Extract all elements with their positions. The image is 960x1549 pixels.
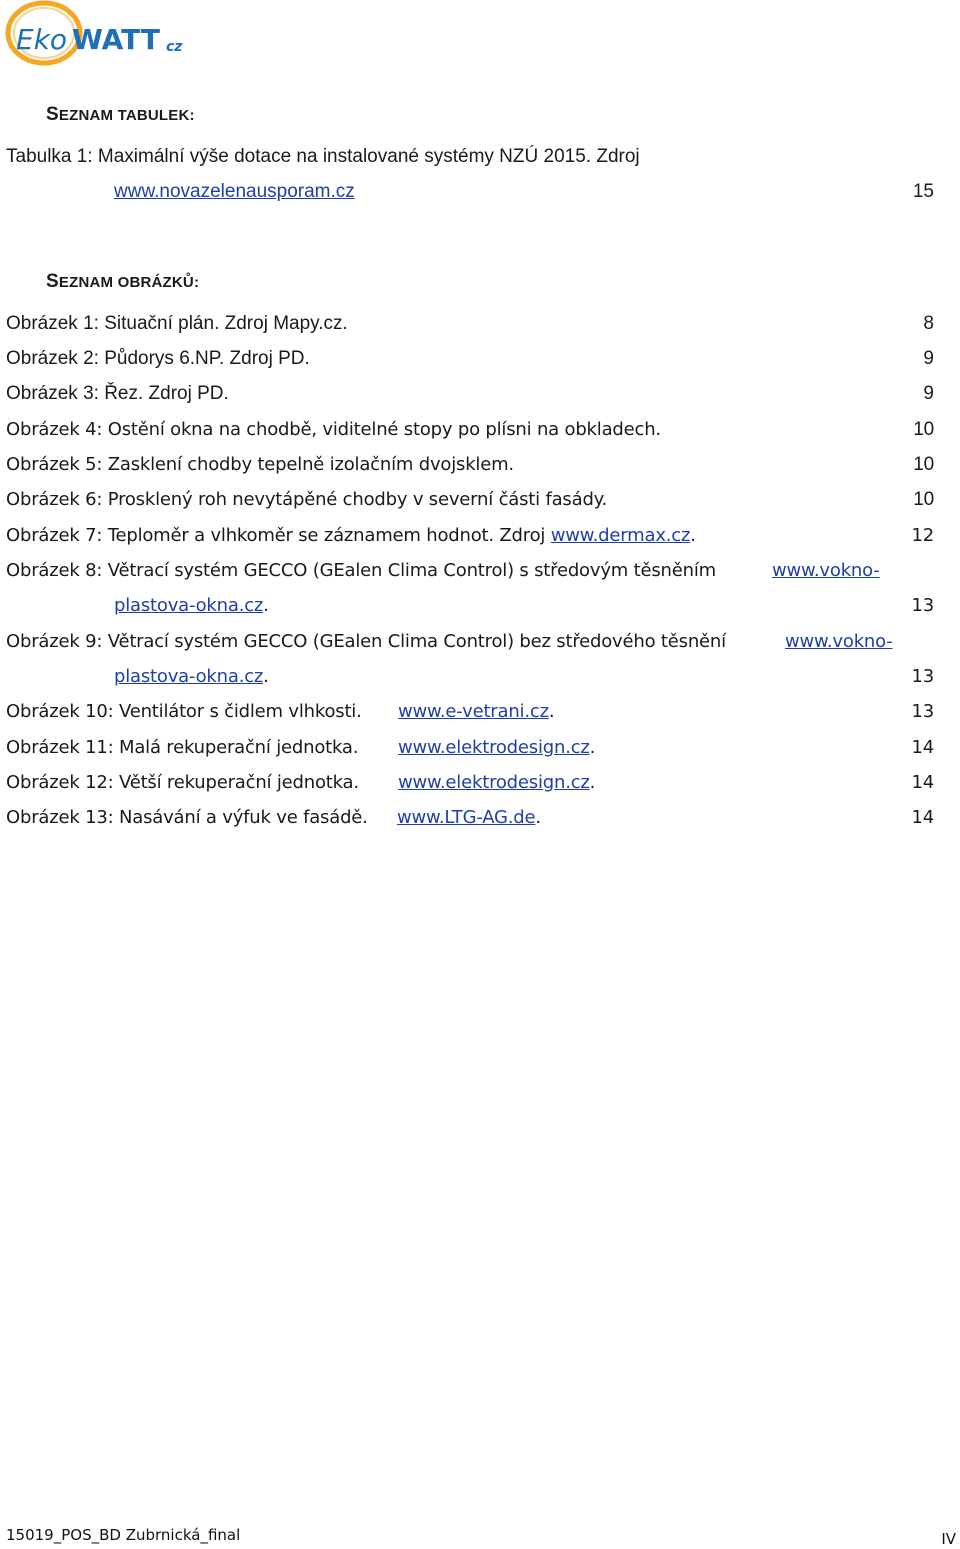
- figure-entry-page: 14: [911, 772, 934, 793]
- figure-entry-link-wrap: [397, 805, 541, 831]
- figure-entry-text: Obrázek 6: Prosklený roh nevytápěné chodby v severní části fasády.: [6, 489, 608, 510]
- logo-cz-text: cz: [166, 39, 183, 55]
- table-entry-page-row: [6, 179, 934, 205]
- figure-entry-link[interactable]: www.vokno-: [785, 631, 893, 652]
- figure-entry-page: 10: [913, 454, 934, 475]
- figure-entry-text: Obrázek 5: Zasklení chodby tepelně izolačním dvojsklem.: [6, 454, 514, 475]
- figure-entry-5: [6, 452, 934, 478]
- figure-entry-page: 8: [923, 313, 934, 334]
- table-entry-link[interactable]: www.novazelenausporam.cz: [114, 181, 355, 202]
- figure-entry-link-wrap: [398, 735, 595, 761]
- figure-entry-text: Obrázek 8: Větrací systém GECCO (GEalen Clima Control) s středovým těsněním: [6, 560, 716, 581]
- figure-entry-text: Obrázek 2: Půdorys 6.NP. Zdroj PD.: [6, 348, 310, 369]
- figures-title-rest: EZNAM OBRÁZKŮ:: [58, 274, 200, 291]
- tables-title-first: S: [46, 104, 59, 125]
- figure-entry-9-page-row: [6, 664, 934, 690]
- logo-watt-text: WATT: [72, 23, 160, 56]
- tables-title-rest: EZNAM TABULEK:: [58, 107, 195, 124]
- figure-entry-11: [6, 735, 934, 761]
- figure-entry-after: .: [535, 807, 541, 828]
- figure-entry-after: .: [690, 525, 696, 546]
- figure-entry-after: .: [263, 666, 269, 687]
- figure-entry-link[interactable]: www.e-vetrani.cz: [398, 701, 549, 722]
- footer-page-number: IV: [941, 1530, 956, 1548]
- table-entry-text: Tabulka 1: Maximální výše dotace na instalované systémy NZÚ 2015. Zdroj: [6, 146, 640, 167]
- ekowatt-logo: [4, 0, 194, 66]
- figure-entry-link-wrap: [398, 699, 554, 725]
- figure-entry-10: [6, 699, 934, 725]
- figure-entry-page: 9: [923, 348, 934, 369]
- figure-entry-link-wrap: [398, 770, 595, 796]
- figure-entry-link-continued[interactable]: plastova-okna.cz: [114, 595, 264, 616]
- figure-entry-link[interactable]: www.LTG-AG.de: [397, 807, 536, 828]
- figure-entry-text: Obrázek 9: Větrací systém GECCO (GEalen Clima Control) bez středového těsnění: [6, 631, 726, 652]
- ekowatt-logo-icon: [4, 0, 194, 66]
- figure-entry-link[interactable]: www.elektrodesign.cz: [398, 737, 590, 758]
- figure-entry-7: [6, 523, 934, 549]
- figure-entry-8: [6, 558, 934, 584]
- figure-entry-link[interactable]: www.elektrodesign.cz: [398, 772, 590, 793]
- figure-entry-after: .: [589, 737, 596, 758]
- figure-entry-3: [6, 381, 934, 407]
- figure-entry-page: 13: [911, 595, 934, 616]
- figure-entry-after: .: [263, 595, 269, 616]
- figure-entry-link[interactable]: www.dermax.cz: [550, 525, 691, 546]
- figure-entry-6: [6, 487, 934, 513]
- logo-eko-text: Eko: [16, 23, 68, 56]
- figure-entry-text: Obrázek 4: Ostění okna na chodbě, viditelné stopy po plísni na obkladech.: [6, 419, 661, 440]
- footer-doc-name: 15019_POS_BD Zubrnická_final: [6, 1526, 241, 1544]
- figure-entry-9: [6, 629, 934, 655]
- figure-entry-13: [6, 805, 934, 831]
- figure-entry-text: Obrázek 12: Větší rekuperační jednotka.: [6, 772, 359, 793]
- figure-entry-4: [6, 417, 934, 443]
- figure-entry-page: 14: [911, 807, 934, 828]
- table-entry-1: [6, 144, 934, 170]
- figure-entry-page: 12: [911, 525, 934, 546]
- figure-entry-page: 10: [913, 419, 934, 440]
- figure-entry-after: .: [548, 701, 555, 722]
- tables-section-title: [46, 104, 195, 126]
- figure-entry-1: [6, 311, 934, 337]
- figure-entry-text: Obrázek 13: Nasávání a výfuk ve fasádě.: [6, 807, 368, 828]
- figure-entry-link-continued[interactable]: plastova-okna.cz: [114, 666, 264, 687]
- figure-entry-page: 9: [923, 383, 934, 404]
- figure-entry-page: 14: [911, 737, 934, 758]
- figure-entry-text: Obrázek 1: Situační plán. Zdroj Mapy.cz.: [6, 313, 348, 334]
- figure-entry-text: Obrázek 7: Teploměr a vlhkoměr se záznamem hodnot. Zdroj: [6, 525, 551, 546]
- figure-entry-page: 13: [911, 701, 934, 722]
- figure-entry-page: 13: [911, 666, 934, 687]
- figure-entry-link[interactable]: www.vokno-: [772, 560, 880, 581]
- figure-entry-12: [6, 770, 934, 796]
- figure-entry-page: 10: [913, 489, 934, 510]
- figure-entry-text: Obrázek 3: Řez. Zdroj PD.: [6, 383, 229, 404]
- figure-entry-8-page-row: [6, 593, 934, 619]
- figure-entry-2: [6, 346, 934, 372]
- figure-entry-text: Obrázek 11: Malá rekuperační jednotka.: [6, 737, 359, 758]
- figures-title-first: S: [46, 271, 59, 292]
- figure-entry-text: Obrázek 10: Ventilátor s čidlem vlhkosti.: [6, 701, 362, 722]
- table-entry-page: 15: [912, 181, 934, 202]
- figure-entry-after: .: [589, 772, 596, 793]
- figures-section-title: [46, 271, 199, 293]
